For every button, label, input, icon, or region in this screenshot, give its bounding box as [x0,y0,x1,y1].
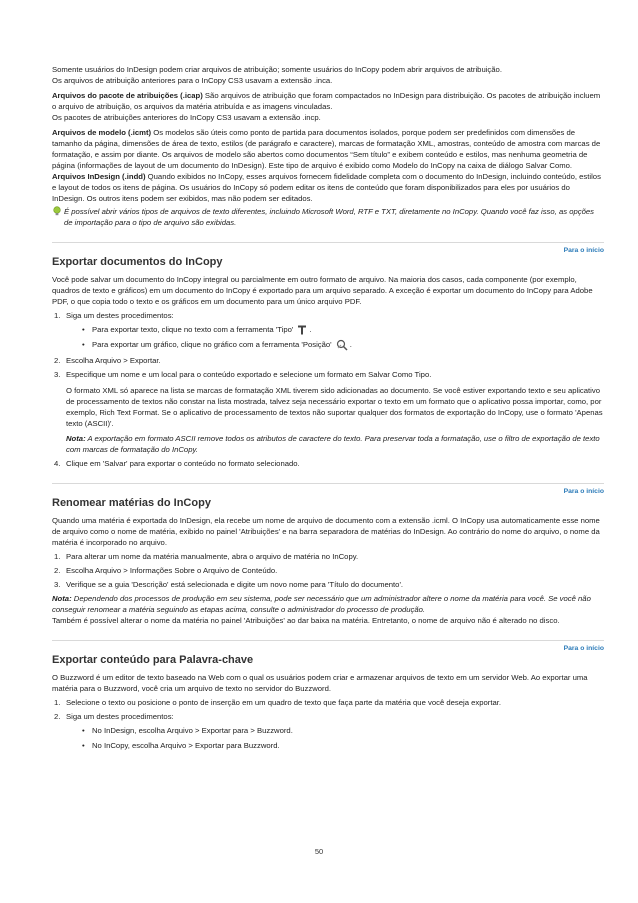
rename-title: Renomear matérias do InCopy [52,497,211,510]
tip-paragraph [52,206,604,228]
export-section [52,242,604,469]
tip-text: É possível abrir vários tipos de arquivos de texto diferentes, incluindo Microsoft Word, RTF e TXT, diretamente no InCopy. Quando você faz isso, as opções de importação para o tipo de arquivo são exibidas. [64,207,594,227]
page-number: 50 [314,847,324,856]
back-to-top-link[interactable]: Para o início [563,645,604,653]
intro-p1: Somente usuários do InDesign podem criar arquivos de atribuição; somente usuários do InCopy podem abrir arquivos de atribuição. [52,65,502,74]
rename-step-1: 1. Para alterar um nome da matéria manualmente, abra o arquivo de matéria no InCopy. [54,552,359,562]
icmt-text: Os modelos são úteis como ponto de partida para documentos isolados, porque podem ser predefinidos com dimensões de tamanho da página, dimensões de área de texto, estilos (de parágrafo e caractere), marcas de formatação XML, amostras, conteúdo de amostra com marcas de formatação, e assim por diante. Os arquivos de modelo são abertos como documentos “Sem título” e exibem conteúdo e estilos, mas nenhuma geometria de página (informações de layout de um documento do InDesign). Este tipo de arquivo é exibido como Modelo do InCopy na caixa de diálogo Salvar Como. [52,128,601,170]
buzzword-bullets [66,725,604,751]
rename-step-3: 3. Verifique se a guia 'Descrição' está selecionada e digite um novo nome para 'Título do documento'. [54,580,404,590]
intro-p2: Os arquivos de atribuição anteriores para o InCopy CS3 usavam a extensão .inca. [52,76,333,85]
rename-steps [52,551,604,590]
buzzword-intro: O Buzzword é um editor de texto baseado na Web com o qual os usuários podem criar e armazenar arquivos de texto em um servidor Web. Ao exportar uma matéria para o Buzzword, você cria um arquivo de texto no servidor do Buzzword. [52,673,588,694]
buzzword-step-1: 1. Selecione o texto ou posicione o ponto de inserção em um quadro de texto que faça parte da matéria que você deseja exportar. [54,698,502,708]
buzzword-title: Exportar conteúdo para Palavra-chave [52,654,254,667]
buzzword-steps [52,697,604,751]
export-note: Nota: A exportação em formato ASCII remove todos os atributos de caractere do texto. Para preservar toda a formatação, use o filtro de exportação de texto com marcas de formatação do InCopy. [66,434,600,455]
indd-text: Quando exibidos no InCopy, esses arquivos fornecem fidelidade completa com o documento do InDesign, incluindo conteúdo, estilos e layout de todos os itens de página. Os usuários do InCopy só podem editar os itens de conteúdo que foram disponibilizados para eles por usuários do InDesign. Os outros itens podem ser exibidos, mas não podem ser editados. [52,172,601,203]
rename-outro: Também é possível alterar o nome da matéria no painel 'Atribuições' ao dar baixa na matéria. Entretanto, o nome de arquivo não é alterado no disco. [52,616,560,626]
export-step-4: 4. Clique em 'Salvar' para exportar o conteúdo no formato selecionado. [54,459,300,469]
indd-paragraph [52,171,604,204]
rename-step-2: 2. Escolha Arquivo > Informações Sobre o Arquivo de Conteúdo. [54,566,278,576]
buzzword-bullet-1: • No InDesign, escolha Arquivo > Exportar para > Buzzword. [66,725,604,736]
export-bullets [66,324,604,351]
export-step-2: 2. Escolha Arquivo > Exportar. [54,356,161,366]
export-step-3: 3. Especifique um nome e um local para o conteúdo exportado e selecione um formato em Salvar Como Tipo. O formato XML só aparece na lista se marcas de formatação XML tiverem sido adicionadas ao documento. Se você estiver exportando texto e seu aplicativo de processamento de textos não constar na lista mostrada, talvez seja necessário exportar o texto em um formato que o aplicativo possa importar, como, por exemplo, Rich Text Format. Se o aplicativo de processamento de textos não suportar qualquer dos formatos de exportação do InCopy, use o formato 'Apenas texto (ASCII)'. Nota: A exportação em formato ASCII remove todos os atributos de caractere do texto. Para preservar toda a formatação, use o filtro de exportação de texto com marcas de formatação do InCopy. [54,370,603,455]
buzzword-bullet-2: • No InCopy, escolha Arquivo > Exportar para Buzzword. [66,740,604,751]
back-to-top-link[interactable]: Para o início [563,247,604,254]
indd-label: Arquivos InDesign (.indd) [52,172,146,181]
export-step-3-detail: O formato XML só aparece na lista se marcas de formatação XML tiverem sido adicionadas ao documento. Se você estiver exportando texto e seu aplicativo de processamento de textos não constar na lista mostrada, talvez seja necessário exportar o texto em um formato que o aplicativo possa importar, como, por exemplo, Rich Text Format. Se o aplicativo de processamento de textos não suportar qualquer dos formatos de exportação do InCopy, use o formato 'Apenas texto (ASCII)'. [66,386,603,429]
buzzword-section [52,640,604,751]
buzzword-step-2: 2. Siga um destes procedimentos: • No InDesign, escolha Arquivo > Exportar para > Buzzword. • No InCopy, escolha Arquivo > Exportar para Buzzword. [52,711,604,751]
icap-paragraph [52,90,604,112]
icap-text2: Os pacotes de atribuições anteriores do InCopy CS3 usavam a extensão .incp. [52,113,321,122]
export-bullet-2: • Para exportar um gráfico, clique no gráfico com a ferramenta 'Posição' . [66,339,604,351]
icap-label: Arquivos do pacote de atribuições (.icap) [52,91,203,100]
document-page [52,64,604,755]
icmt-label: Arquivos de modelo (.icmt) [52,128,152,137]
export-intro: Você pode salvar um documento do InCopy integral ou parcialmente em outro formato de arquivo. Na maioria dos casos, cada componente (por exemplo, quadros de texto e gráficos) em um documento do InCopy é exportado para um arquivo separado. A exceção é exportar um documento do InCopy para Adobe PDF, o que copia todo o texto e os gráficos em um documento para um único arquivo PDF. [52,275,593,306]
icmt-paragraph [52,127,604,171]
export-step-1: 1. Siga um destes procedimentos: • Para exportar texto, clique no texto com a ferramenta 'Tipo' . • Para exportar um gráfico, clique no gráfico com a ferramenta 'Posição' . [52,310,604,351]
rename-intro: Quando uma matéria é exportada do InDesign, ela recebe um nome de arquivo de documento com a extensão .icml. O InCopy usa automaticamente esse nome de arquivo como o nome de matéria, exibido no painel 'Atribuições' e na barra separadora de matérias do InDesign. Ao contrário do nome do arquivo, o nome da matéria é incorporado no arquivo. [52,516,600,548]
export-bullet-1: • Para exportar texto, clique no texto com a ferramenta 'Tipo' . [66,324,604,335]
rename-note: Nota: Dependendo dos processos de produção em seu sistema, pode ser necessário que um administrador altere o nome da matéria para você. Se você não conseguir renomear a matéria seguindo as etapas acima, consulte o administrador do processo de produção. [52,594,591,615]
icap-text: São arquivos de atribuição que foram compactados no InDesign para distribuição. Os pacotes de atribuição incluem o arquivo de atribuição, os arquivos da matéria atribuída e as imagens vinculadas. [52,91,601,111]
position-tool-icon [336,339,348,351]
rename-section [52,483,604,626]
export-title: Exportar documentos do InCopy [52,256,223,268]
back-to-top-link[interactable]: Para o início [563,488,604,496]
type-tool-icon [297,324,307,335]
lightbulb-icon [52,206,62,216]
export-steps [52,310,604,469]
